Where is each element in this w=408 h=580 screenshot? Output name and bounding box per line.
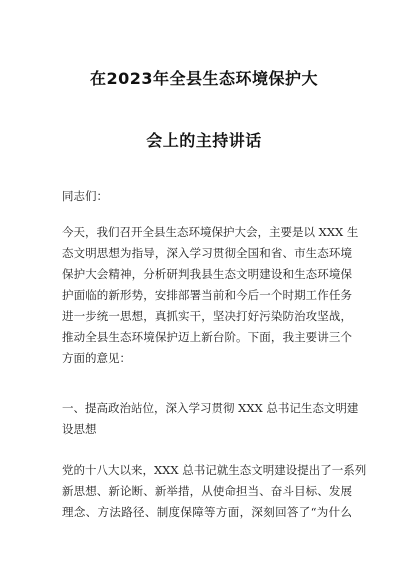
paragraph-line: 推动全县生态环境保护迈上新台阶。下面，我主要讲三个 [62,330,352,344]
heading-line: 一、提高政治站位，深入学习贯彻 XXX 总书记生态文明建 [62,401,359,415]
section-heading-1 [62,398,359,440]
greeting [62,186,352,207]
paragraph-line: 党的十八大以来，XXX 总书记就生态文明建设提出了一系列 [62,463,367,477]
paragraph-line: 态文明思想为指导，深入学习贯彻全国和省、市生态环境 [62,246,352,260]
paragraph-intro [62,222,359,369]
paragraph-line: 进一步统一思想，真抓实干，坚决打好污染防治攻坚战， [62,309,352,323]
document-title-line-1: 在2023年全县生态环境保护大 [89,69,319,88]
paragraph-line: 今天，我们召开全县生态环境保护大会，主要是以 XXX 生 [62,225,359,239]
paragraph-line: 新思想、新论断、新举措，从使命担当、奋斗目标、发展 [62,484,352,498]
paragraph-line: 方面的意见： [62,351,131,365]
paragraph-line: 保护大会精神，分析研判我县生态文明建设和生态环境保 [62,267,352,281]
paragraph-line: 理念、方法路径、制度保障等方面，深刻回答了“为什么 [62,505,352,519]
greeting-text: 同志们： [62,189,108,203]
heading-line: 设思想 [62,422,97,436]
paragraph-section-1 [62,460,367,523]
paragraph-line: 护面临的新形势，安排部署当前和今后一个时期工作任务 [62,288,352,302]
document-title-line-2: 会上的主持讲话 [146,131,262,150]
